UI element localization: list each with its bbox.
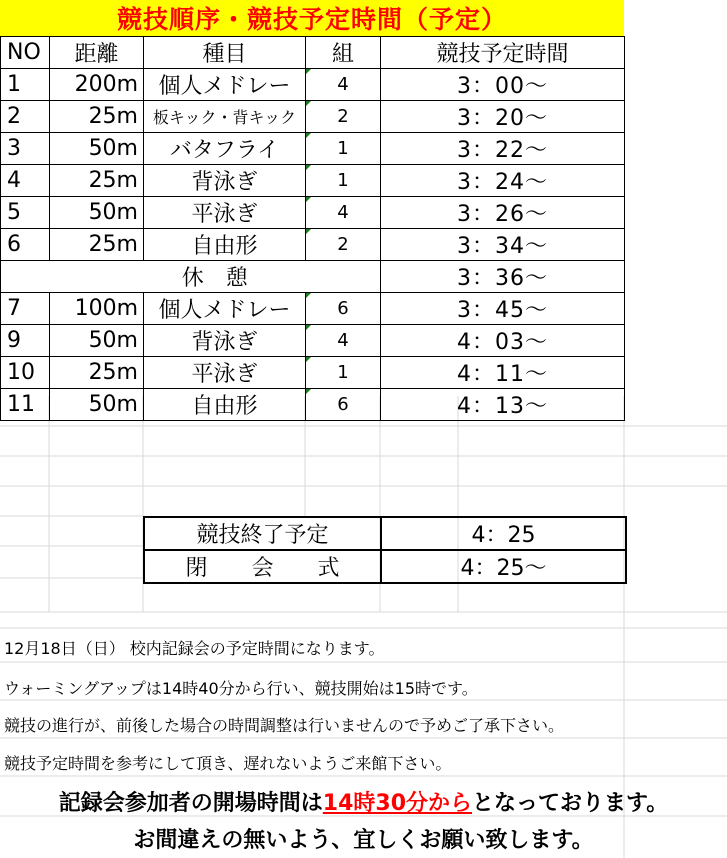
cell-no: 2 — [1, 101, 50, 133]
cell-event: 板キック・背キック — [144, 101, 306, 133]
break-row — [1, 261, 625, 293]
cell-no: 9 — [1, 325, 50, 357]
break-label: 休 憩 — [50, 261, 381, 293]
cell-time: 3：45～ — [381, 293, 625, 325]
cell-group: 1 — [306, 165, 381, 197]
cell-distance: 25m — [50, 357, 144, 389]
cell-event: 平泳ぎ — [144, 197, 306, 229]
cell-group: 4 — [306, 197, 381, 229]
cell-distance: 50m — [50, 133, 144, 165]
title-banner — [0, 0, 624, 36]
cell-group: 6 — [306, 389, 381, 421]
finish-row — [144, 517, 626, 550]
cell-time: 3：00～ — [381, 69, 625, 101]
opening-time-text-after: となっております。 — [472, 791, 669, 816]
table-row — [1, 293, 625, 325]
break-blank-cell — [1, 261, 50, 293]
table-row — [1, 101, 625, 133]
cell-time: 3：20～ — [381, 101, 625, 133]
header-no: NO — [1, 37, 50, 69]
closing-ceremony-label: 閉 会 式 — [144, 550, 381, 583]
schedule-table — [0, 36, 625, 421]
header-group: 組 — [306, 37, 381, 69]
cell-distance: 200m — [50, 69, 144, 101]
opening-time-text-before: 記録会参加者の開場時間は — [58, 791, 323, 816]
cell-event: 自由形 — [144, 229, 306, 261]
table-row — [1, 197, 625, 229]
closing-ceremony-time: 4：25～ — [381, 550, 626, 583]
cell-distance: 25m — [50, 229, 144, 261]
table-row — [1, 133, 625, 165]
header-time: 競技予定時間 — [381, 37, 625, 69]
note-progress: 競技の進行が、前後した場合の時間調整は行いませんので予めご了承下さい。 — [4, 716, 565, 735]
cell-no: 10 — [1, 357, 50, 389]
header-distance: 距離 — [50, 37, 144, 69]
cell-event: 背泳ぎ — [144, 165, 306, 197]
table-row — [1, 229, 625, 261]
page-title: 競技順序・競技予定時間（予定） — [116, 5, 507, 34]
cell-distance: 25m — [50, 101, 144, 133]
cell-distance: 25m — [50, 165, 144, 197]
cell-no: 3 — [1, 133, 50, 165]
cell-distance: 50m — [50, 197, 144, 229]
cell-event: 個人メドレー — [144, 69, 306, 101]
header-event: 種目 — [144, 37, 306, 69]
finish-time: 4：25 — [381, 517, 626, 550]
cell-time: 3：26～ — [381, 197, 625, 229]
opening-time-highlight: 14時30分から — [322, 791, 472, 816]
cell-group: 4 — [306, 69, 381, 101]
cell-no: 5 — [1, 197, 50, 229]
cell-event: 平泳ぎ — [144, 357, 306, 389]
note-reference: 競技予定時間を参考にして頂き、遅れないようご来館下さい。 — [4, 754, 452, 773]
table-row — [1, 165, 625, 197]
cell-time: 4：03～ — [381, 325, 625, 357]
cell-time: 3：22～ — [381, 133, 625, 165]
cell-time: 3：34～ — [381, 229, 625, 261]
cell-event: 自由形 — [144, 389, 306, 421]
table-row — [1, 357, 625, 389]
finish-table — [143, 516, 627, 584]
table-row — [1, 389, 625, 421]
cell-no: 7 — [1, 293, 50, 325]
cell-group: 6 — [306, 293, 381, 325]
cell-distance: 50m — [50, 389, 144, 421]
cell-no: 6 — [1, 229, 50, 261]
cell-group: 1 — [306, 133, 381, 165]
cell-group: 2 — [306, 101, 381, 133]
cell-group: 2 — [306, 229, 381, 261]
cell-group: 4 — [306, 325, 381, 357]
finish-label: 競技終了予定 — [144, 517, 381, 550]
cell-group: 1 — [306, 357, 381, 389]
cell-time: 4：11～ — [381, 357, 625, 389]
table-row — [1, 325, 625, 357]
cell-time: 4：13～ — [381, 389, 625, 421]
header-row — [1, 37, 625, 69]
cell-time: 3：24～ — [381, 165, 625, 197]
closing-request: お間違えの無いよう、宜しくお願い致します。 — [133, 828, 594, 853]
cell-event: バタフライ — [144, 133, 306, 165]
opening-time-notice — [0, 786, 727, 817]
cell-no: 11 — [1, 389, 50, 421]
cell-distance: 100m — [50, 293, 144, 325]
cell-event: 個人メドレー — [144, 293, 306, 325]
cell-no: 1 — [1, 69, 50, 101]
table-row — [1, 69, 625, 101]
note-date: 12月18日（日） 校内記録会の予定時間になります。 — [4, 639, 385, 658]
cell-event: 背泳ぎ — [144, 325, 306, 357]
cell-no: 4 — [1, 165, 50, 197]
break-time: 3：36～ — [381, 261, 625, 293]
closing-ceremony-row — [144, 550, 626, 583]
note-warmup: ウォーミングアップは14時40分から行い、競技開始は15時です。 — [4, 679, 478, 698]
cell-distance: 50m — [50, 325, 144, 357]
